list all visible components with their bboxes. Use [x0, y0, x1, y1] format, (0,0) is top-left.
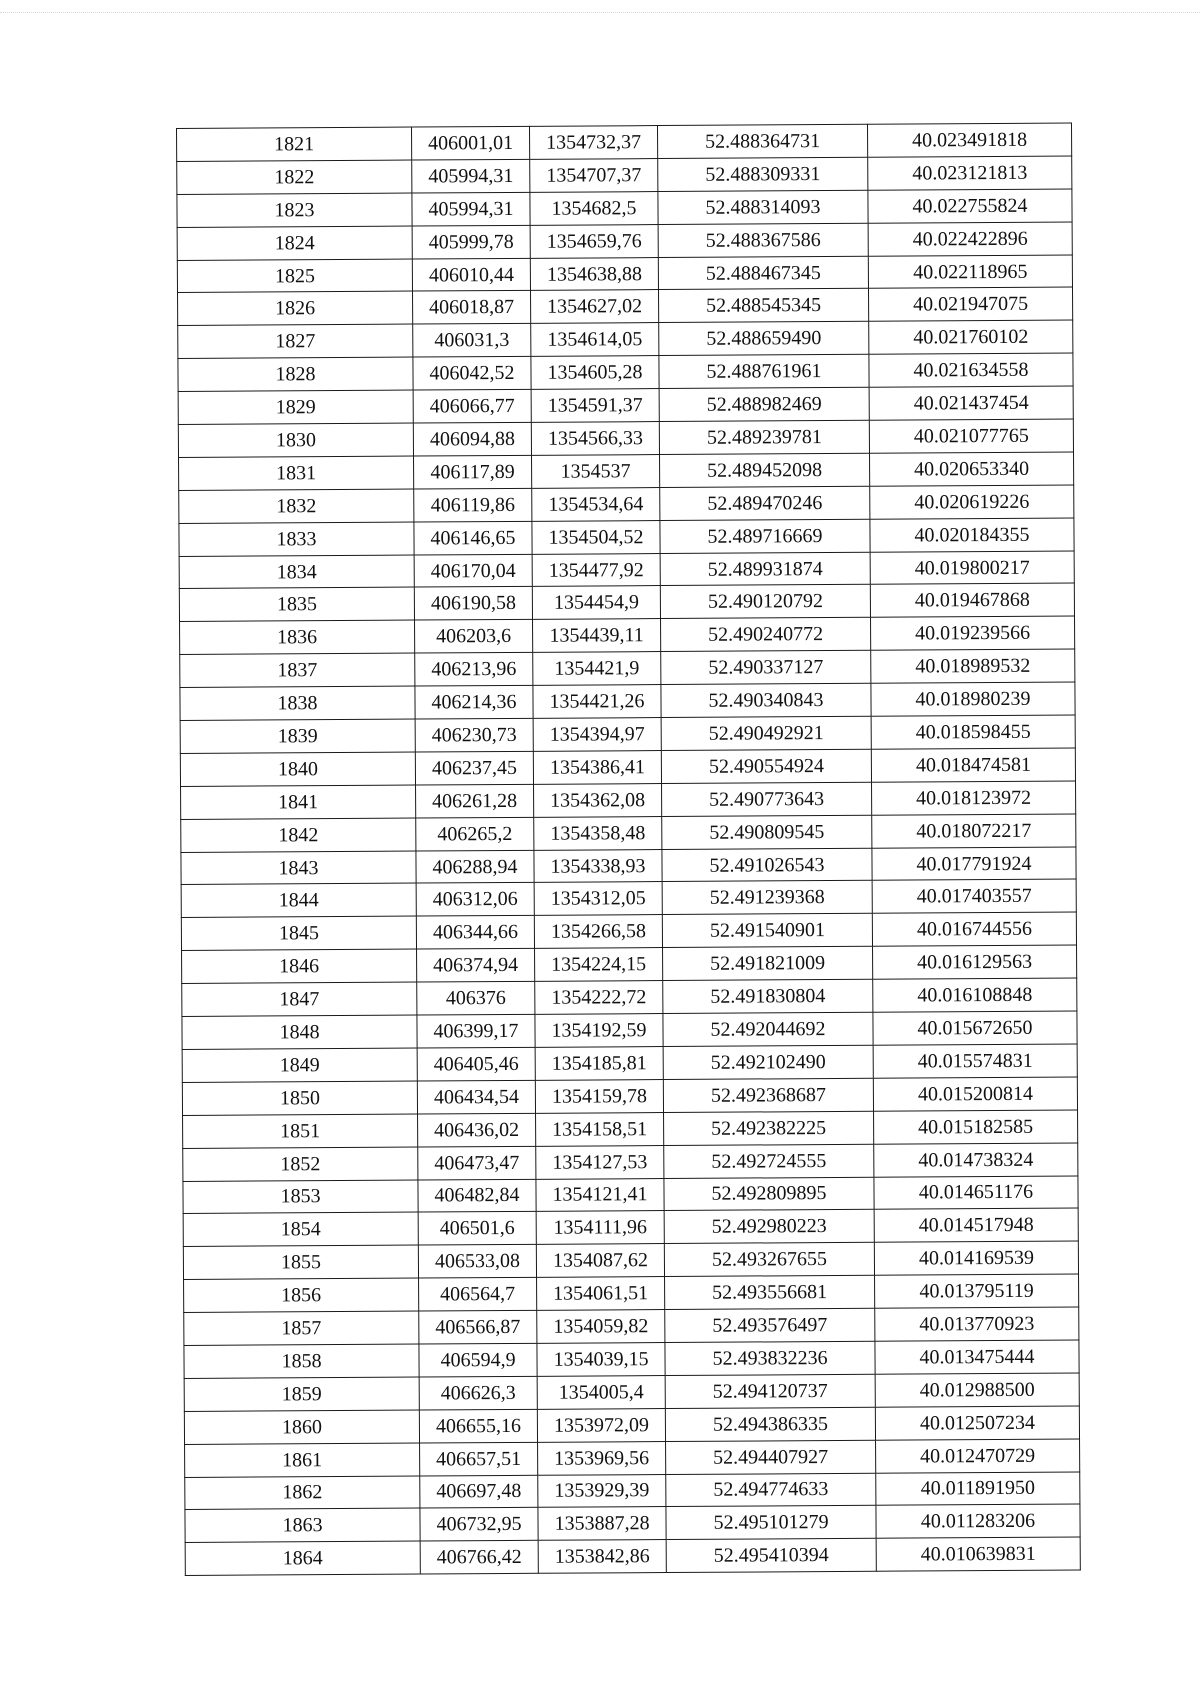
y-coordinate-cell: 1354362,08 — [534, 783, 662, 817]
y-coordinate-cell: 1354222,72 — [535, 981, 663, 1015]
latitude-cell: 52.488982469 — [659, 387, 869, 421]
table-row — [184, 1373, 1079, 1411]
latitude-cell: 52.493556681 — [665, 1275, 875, 1309]
latitude-cell: 52.495410394 — [666, 1539, 876, 1573]
longitude-cell: 40.011283206 — [876, 1504, 1080, 1538]
x-coordinate-cell: 406010,44 — [412, 258, 530, 292]
y-coordinate-cell: 1353887,28 — [538, 1507, 666, 1541]
point-number-cell: 1846 — [182, 949, 417, 983]
table-row — [181, 912, 1076, 950]
y-coordinate-cell: 1354121,41 — [536, 1178, 664, 1212]
latitude-cell: 52.492368687 — [663, 1078, 873, 1112]
point-number-cell: 1857 — [184, 1311, 419, 1345]
x-coordinate-cell: 406230,73 — [415, 718, 533, 752]
latitude-cell: 52.488659490 — [659, 322, 869, 356]
point-number-cell: 1822 — [177, 160, 412, 194]
table-row — [182, 945, 1077, 983]
longitude-cell: 40.011891950 — [876, 1472, 1080, 1506]
latitude-cell: 52.488364731 — [657, 124, 867, 158]
x-coordinate-cell: 406697,48 — [420, 1475, 538, 1509]
longitude-cell: 40.023491818 — [867, 123, 1071, 157]
longitude-cell: 40.017403557 — [872, 880, 1076, 914]
table-row — [180, 616, 1075, 654]
x-coordinate-cell: 406170,04 — [414, 554, 532, 588]
y-coordinate-cell: 1354534,64 — [532, 487, 660, 521]
y-coordinate-cell: 1354266,58 — [534, 915, 662, 949]
point-number-cell: 1859 — [184, 1377, 419, 1411]
x-coordinate-cell: 406031,3 — [413, 324, 531, 358]
longitude-cell: 40.014738324 — [874, 1143, 1078, 1177]
table-row — [178, 353, 1073, 391]
x-coordinate-cell: 406066,77 — [413, 389, 531, 423]
x-coordinate-cell: 406344,66 — [416, 916, 534, 950]
latitude-cell: 52.495101279 — [666, 1506, 876, 1540]
y-coordinate-cell: 1354707,37 — [530, 158, 658, 192]
x-coordinate-cell: 406214,36 — [415, 685, 533, 719]
x-coordinate-cell: 406436,02 — [418, 1113, 536, 1147]
y-coordinate-cell: 1354338,93 — [534, 849, 662, 883]
latitude-cell: 52.490337127 — [661, 651, 871, 685]
latitude-cell: 52.489452098 — [660, 453, 870, 487]
latitude-cell: 52.490554924 — [661, 749, 871, 783]
point-number-cell: 1844 — [181, 884, 416, 918]
y-coordinate-cell: 1354421,26 — [533, 685, 661, 719]
longitude-cell: 40.018072217 — [872, 814, 1076, 848]
table-row — [183, 1208, 1078, 1246]
table-row — [178, 320, 1073, 358]
point-number-cell: 1851 — [183, 1114, 418, 1148]
longitude-cell: 40.015672650 — [873, 1011, 1077, 1045]
table-row — [184, 1406, 1079, 1444]
latitude-cell: 52.490240772 — [661, 618, 871, 652]
x-coordinate-cell: 406399,17 — [417, 1014, 535, 1048]
y-coordinate-cell: 1354111,96 — [536, 1211, 664, 1245]
point-number-cell: 1824 — [177, 226, 412, 260]
longitude-cell: 40.016108848 — [873, 978, 1077, 1012]
latitude-cell: 52.492724555 — [664, 1144, 874, 1178]
x-coordinate-cell: 406405,46 — [417, 1047, 535, 1081]
point-number-cell: 1828 — [178, 357, 413, 391]
latitude-cell: 52.491026543 — [662, 848, 872, 882]
table-row — [181, 814, 1076, 852]
x-coordinate-cell: 406732,95 — [420, 1508, 538, 1542]
latitude-cell: 52.494407927 — [666, 1440, 876, 1474]
y-coordinate-cell: 1354061,51 — [537, 1277, 665, 1311]
latitude-cell: 52.491830804 — [663, 979, 873, 1013]
table-row — [180, 649, 1075, 687]
table-row — [180, 715, 1075, 753]
longitude-cell: 40.021760102 — [869, 320, 1073, 354]
table-row — [183, 1241, 1078, 1279]
x-coordinate-cell: 405999,78 — [412, 225, 530, 259]
longitude-cell: 40.018980239 — [871, 682, 1075, 716]
table-row — [177, 222, 1072, 260]
latitude-cell: 52.488367586 — [658, 223, 868, 257]
point-number-cell: 1864 — [185, 1541, 420, 1575]
latitude-cell: 52.488761961 — [659, 355, 869, 389]
longitude-cell: 40.015200814 — [873, 1077, 1077, 1111]
latitude-cell: 52.492382225 — [664, 1111, 874, 1145]
point-number-cell: 1830 — [178, 423, 413, 457]
x-coordinate-cell: 406018,87 — [413, 291, 531, 325]
y-coordinate-cell: 1354005,4 — [537, 1375, 665, 1409]
latitude-cell: 52.489470246 — [660, 486, 870, 520]
longitude-cell: 40.012988500 — [875, 1373, 1079, 1407]
y-coordinate-cell: 1353842,86 — [538, 1540, 666, 1574]
latitude-cell: 52.489931874 — [660, 552, 870, 586]
table-row — [183, 1143, 1078, 1181]
x-coordinate-cell: 406237,45 — [415, 751, 533, 785]
x-coordinate-cell: 406312,06 — [416, 883, 534, 917]
y-coordinate-cell: 1354127,53 — [536, 1145, 664, 1179]
point-number-cell: 1834 — [179, 555, 414, 589]
longitude-cell: 40.016744556 — [872, 912, 1076, 946]
longitude-cell: 40.017791924 — [872, 847, 1076, 881]
point-number-cell: 1835 — [179, 588, 414, 622]
point-number-cell: 1827 — [178, 324, 413, 358]
longitude-cell: 40.022118965 — [868, 255, 1072, 289]
x-coordinate-cell: 406766,42 — [420, 1541, 538, 1575]
longitude-cell: 40.019239566 — [871, 616, 1075, 650]
latitude-cell: 52.494120737 — [665, 1374, 875, 1408]
longitude-cell: 40.013795119 — [875, 1274, 1079, 1308]
point-number-cell: 1856 — [184, 1278, 419, 1312]
latitude-cell: 52.493576497 — [665, 1308, 875, 1342]
table-row — [185, 1439, 1080, 1477]
table-row — [181, 781, 1076, 819]
table-row — [179, 551, 1074, 589]
x-coordinate-cell: 405994,31 — [412, 159, 530, 193]
table-row — [185, 1504, 1080, 1542]
x-coordinate-cell: 406374,94 — [417, 949, 535, 983]
point-number-cell: 1837 — [180, 653, 415, 687]
table-row — [183, 1110, 1078, 1148]
longitude-cell: 40.020619226 — [870, 485, 1074, 519]
table-row — [185, 1472, 1080, 1510]
y-coordinate-cell: 1354039,15 — [537, 1342, 665, 1376]
y-coordinate-cell: 1354732,37 — [529, 126, 657, 160]
y-coordinate-cell: 1354394,97 — [533, 718, 661, 752]
x-coordinate-cell: 406657,51 — [420, 1442, 538, 1476]
longitude-cell: 40.018598455 — [871, 715, 1075, 749]
x-coordinate-cell: 406213,96 — [415, 653, 533, 687]
latitude-cell: 52.488545345 — [658, 289, 868, 323]
longitude-cell: 40.020184355 — [870, 518, 1074, 552]
latitude-cell: 52.492980223 — [664, 1210, 874, 1244]
longitude-cell: 40.012507234 — [875, 1406, 1079, 1440]
latitude-cell: 52.489239781 — [659, 420, 869, 454]
x-coordinate-cell: 406482,84 — [418, 1179, 536, 1213]
latitude-cell: 52.491239368 — [662, 881, 872, 915]
x-coordinate-cell: 406094,88 — [413, 422, 531, 456]
table-row — [181, 880, 1076, 918]
y-coordinate-cell: 1354224,15 — [535, 948, 663, 982]
y-coordinate-cell: 1354159,78 — [535, 1079, 663, 1113]
table-row — [182, 1011, 1077, 1049]
y-coordinate-cell: 1354566,33 — [531, 422, 659, 456]
y-coordinate-cell: 1353969,56 — [538, 1441, 666, 1475]
y-coordinate-cell: 1354591,37 — [531, 389, 659, 423]
x-coordinate-cell: 406119,86 — [414, 488, 532, 522]
longitude-cell: 40.018123972 — [872, 781, 1076, 815]
longitude-cell: 40.013770923 — [875, 1307, 1079, 1341]
x-coordinate-cell: 406626,3 — [419, 1376, 537, 1410]
longitude-cell: 40.023121813 — [868, 156, 1072, 190]
point-number-cell: 1841 — [181, 785, 416, 819]
latitude-cell: 52.493832236 — [665, 1341, 875, 1375]
y-coordinate-cell: 1354192,59 — [535, 1014, 663, 1048]
point-number-cell: 1825 — [177, 259, 412, 293]
y-coordinate-cell: 1354682,5 — [530, 191, 658, 225]
table-row — [178, 419, 1073, 457]
y-coordinate-cell: 1354477,92 — [532, 553, 660, 587]
latitude-cell: 52.488467345 — [658, 256, 868, 290]
y-coordinate-cell: 1354439,11 — [533, 619, 661, 653]
point-number-cell: 1855 — [183, 1245, 418, 1279]
point-number-cell: 1836 — [180, 620, 415, 654]
y-coordinate-cell: 1354537 — [532, 454, 660, 488]
table-row — [184, 1307, 1079, 1345]
table-row — [179, 583, 1074, 621]
longitude-cell: 40.014651176 — [874, 1176, 1078, 1210]
y-coordinate-cell: 1354185,81 — [535, 1046, 663, 1080]
y-coordinate-cell: 1354504,52 — [532, 520, 660, 554]
point-number-cell: 1838 — [180, 686, 415, 720]
longitude-cell: 40.015574831 — [873, 1044, 1077, 1078]
x-coordinate-cell: 406261,28 — [416, 784, 534, 818]
longitude-cell: 40.013475444 — [875, 1340, 1079, 1374]
table-row — [182, 978, 1077, 1016]
x-coordinate-cell: 406001,01 — [411, 126, 529, 160]
table-row — [177, 156, 1072, 194]
table-row — [183, 1176, 1078, 1214]
y-coordinate-cell: 1354638,88 — [530, 257, 658, 291]
point-number-cell: 1847 — [182, 982, 417, 1016]
coordinates-table — [176, 123, 1081, 1577]
point-number-cell: 1823 — [177, 193, 412, 227]
point-number-cell: 1842 — [181, 818, 416, 852]
latitude-cell: 52.490809545 — [662, 815, 872, 849]
latitude-cell: 52.494774633 — [666, 1473, 876, 1507]
longitude-cell: 40.010639831 — [876, 1537, 1080, 1571]
coordinates-table-container — [176, 123, 1081, 1577]
x-coordinate-cell: 406533,08 — [418, 1245, 536, 1279]
table-row — [180, 748, 1075, 786]
latitude-cell: 52.492809895 — [664, 1177, 874, 1211]
y-coordinate-cell: 1354358,48 — [534, 816, 662, 850]
longitude-cell: 40.022422896 — [868, 222, 1072, 256]
point-number-cell: 1849 — [182, 1048, 417, 1082]
x-coordinate-cell: 406376 — [417, 981, 535, 1015]
x-coordinate-cell: 406117,89 — [414, 455, 532, 489]
x-coordinate-cell: 406203,6 — [415, 620, 533, 654]
point-number-cell: 1854 — [183, 1212, 418, 1246]
longitude-cell: 40.015182585 — [874, 1110, 1078, 1144]
y-coordinate-cell: 1353972,09 — [537, 1408, 665, 1442]
y-coordinate-cell: 1354312,05 — [534, 882, 662, 916]
table-row — [179, 518, 1074, 556]
table-row — [177, 123, 1072, 161]
point-number-cell: 1863 — [185, 1508, 420, 1542]
point-number-cell: 1861 — [185, 1443, 420, 1477]
longitude-cell: 40.014169539 — [874, 1241, 1078, 1275]
table-row — [177, 189, 1072, 227]
latitude-cell: 52.491540901 — [662, 914, 872, 948]
point-number-cell: 1858 — [184, 1344, 419, 1378]
table-row — [185, 1537, 1080, 1575]
longitude-cell: 40.022755824 — [868, 189, 1072, 223]
y-coordinate-cell: 1354627,02 — [531, 290, 659, 324]
latitude-cell: 52.492044692 — [663, 1012, 873, 1046]
longitude-cell: 40.018989532 — [871, 649, 1075, 683]
point-number-cell: 1826 — [178, 292, 413, 326]
point-number-cell: 1833 — [179, 522, 414, 556]
x-coordinate-cell: 406042,52 — [413, 357, 531, 391]
longitude-cell: 40.018474581 — [871, 748, 1075, 782]
x-coordinate-cell: 406594,9 — [419, 1343, 537, 1377]
table-row — [180, 682, 1075, 720]
point-number-cell: 1831 — [179, 456, 414, 490]
longitude-cell: 40.019467868 — [870, 583, 1074, 617]
point-number-cell: 1821 — [177, 127, 412, 161]
table-row — [179, 485, 1074, 523]
y-coordinate-cell: 1354614,05 — [531, 323, 659, 357]
x-coordinate-cell: 406564,7 — [419, 1277, 537, 1311]
y-coordinate-cell: 1354659,76 — [530, 224, 658, 258]
table-row — [178, 386, 1073, 424]
table-row — [184, 1274, 1079, 1312]
latitude-cell: 52.489716669 — [660, 519, 870, 553]
x-coordinate-cell: 405994,31 — [412, 192, 530, 226]
latitude-cell: 52.488314093 — [658, 190, 868, 224]
coordinates-table-body — [177, 123, 1081, 1576]
x-coordinate-cell: 406501,6 — [418, 1212, 536, 1246]
latitude-cell: 52.491821009 — [663, 947, 873, 981]
longitude-cell: 40.019800217 — [870, 551, 1074, 585]
latitude-cell: 52.490340843 — [661, 683, 871, 717]
table-row — [177, 255, 1072, 293]
latitude-cell: 52.490120792 — [660, 585, 870, 619]
longitude-cell: 40.021634558 — [869, 353, 1073, 387]
point-number-cell: 1840 — [180, 752, 415, 786]
x-coordinate-cell: 406434,54 — [417, 1080, 535, 1114]
point-number-cell: 1839 — [180, 719, 415, 753]
y-coordinate-cell: 1353929,39 — [538, 1474, 666, 1508]
y-coordinate-cell: 1354421,9 — [533, 652, 661, 686]
scan-edge-line — [0, 12, 1200, 13]
point-number-cell: 1829 — [178, 390, 413, 424]
longitude-cell: 40.012470729 — [876, 1439, 1080, 1473]
x-coordinate-cell: 406655,16 — [419, 1409, 537, 1443]
y-coordinate-cell: 1354605,28 — [531, 356, 659, 390]
x-coordinate-cell: 406473,47 — [418, 1146, 536, 1180]
longitude-cell: 40.021947075 — [868, 287, 1072, 321]
y-coordinate-cell: 1354158,51 — [536, 1112, 664, 1146]
longitude-cell: 40.014517948 — [874, 1208, 1078, 1242]
latitude-cell: 52.490492921 — [661, 716, 871, 750]
point-number-cell: 1850 — [182, 1081, 417, 1115]
point-number-cell: 1852 — [183, 1147, 418, 1181]
point-number-cell: 1860 — [184, 1410, 419, 1444]
latitude-cell: 52.494386335 — [665, 1407, 875, 1441]
point-number-cell: 1843 — [181, 851, 416, 885]
x-coordinate-cell: 406265,2 — [416, 817, 534, 851]
y-coordinate-cell: 1354386,41 — [533, 750, 661, 784]
point-number-cell: 1832 — [179, 489, 414, 523]
y-coordinate-cell: 1354087,62 — [536, 1244, 664, 1278]
x-coordinate-cell: 406190,58 — [414, 587, 532, 621]
latitude-cell: 52.493267655 — [664, 1243, 874, 1277]
table-row — [182, 1077, 1077, 1115]
point-number-cell: 1853 — [183, 1180, 418, 1214]
table-row — [179, 452, 1074, 490]
point-number-cell: 1862 — [185, 1476, 420, 1510]
longitude-cell: 40.021077765 — [869, 419, 1073, 453]
latitude-cell: 52.488309331 — [658, 157, 868, 191]
y-coordinate-cell: 1354059,82 — [537, 1310, 665, 1344]
table-row — [184, 1340, 1079, 1378]
x-coordinate-cell: 406566,87 — [419, 1310, 537, 1344]
point-number-cell: 1848 — [182, 1015, 417, 1049]
longitude-cell: 40.021437454 — [869, 386, 1073, 420]
table-row — [178, 287, 1073, 325]
longitude-cell: 40.020653340 — [869, 452, 1073, 486]
x-coordinate-cell: 406288,94 — [416, 850, 534, 884]
y-coordinate-cell: 1354454,9 — [532, 586, 660, 620]
x-coordinate-cell: 406146,65 — [414, 521, 532, 555]
latitude-cell: 52.490773643 — [662, 782, 872, 816]
table-row — [181, 847, 1076, 885]
longitude-cell: 40.016129563 — [873, 945, 1077, 979]
point-number-cell: 1845 — [181, 916, 416, 950]
latitude-cell: 52.492102490 — [663, 1045, 873, 1079]
table-row — [182, 1044, 1077, 1082]
